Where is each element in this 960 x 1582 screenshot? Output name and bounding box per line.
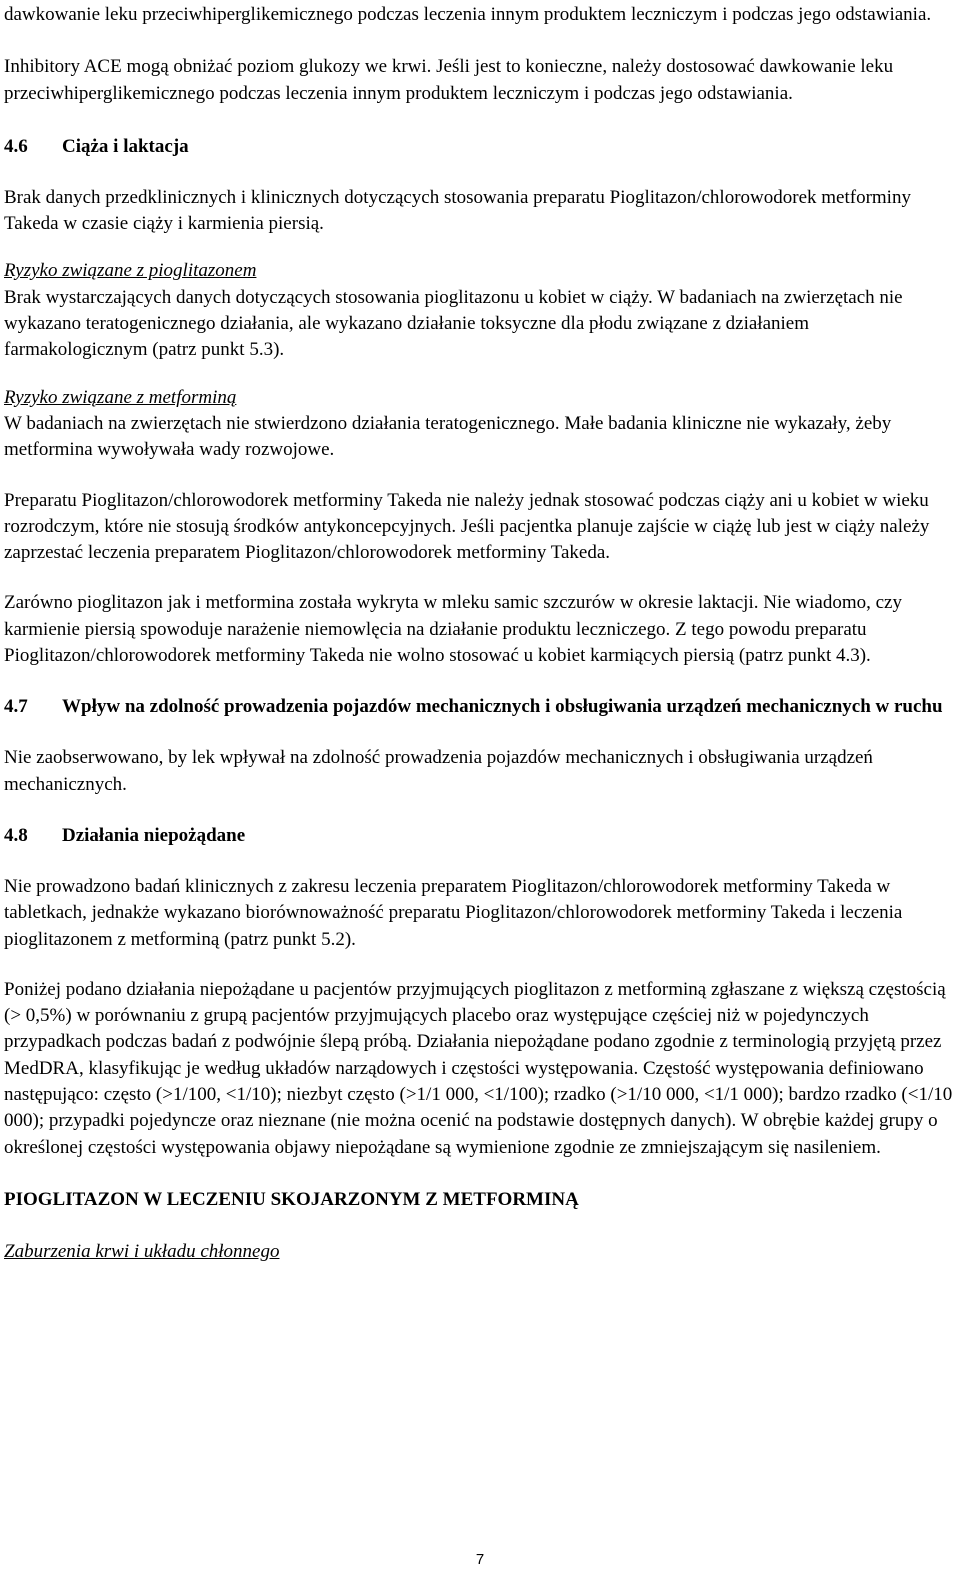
page-number: 7 xyxy=(475,1551,485,1568)
paragraph-p2: Inhibitory ACE mogą obniżać poziom glukozy we krwi. Jeśli jest to konieczne, należy dostosować dawkowanie leku przeciwhiperglikemicznego podczas leczenia innym produktem leczniczym i podczas jego odstawiania. xyxy=(4,56,894,104)
paragraph-p1: dawkowanie leku przeciwhiperglikemicznego podczas leczenia innym produktem leczniczym i podczas jego odstawiania. xyxy=(4,4,932,25)
section-4-8-heading xyxy=(4,822,954,850)
section-4-8-number: 4.8 xyxy=(4,824,28,846)
section-4-8-title: Działania niepożądane xyxy=(62,824,246,846)
risk-metformin-text: W badaniach na zwierzętach nie stwierdzono działania teratogenicznego. Małe badania kliniczne nie wykazały, żeby metformina wywoływała wady rozwojowe. xyxy=(4,412,892,461)
section-4-7-number: 4.7 xyxy=(4,696,28,718)
lactation-paragraph: Zarówno pioglitazon jak i metformina została wykryta w mleku samic szczurów w okresie laktacji. Nie wiadomo, czy karmienie piersią spowoduje narażenie niemowlęcia na działanie produktu leczniczego. Z tego powodu preparatu Pioglitazon/chlorowodorek metforminy Takeda nie wolno stosować u kobiet karmiących piersią (patrz punkt 4.3). xyxy=(4,592,902,667)
risk-metformin-heading: Ryzyko związane z metforminą xyxy=(4,386,237,408)
section-4-6-heading xyxy=(4,133,954,161)
section-4-8-text-1: Nie prowadzono badań klinicznych z zakresu leczenia preparatem Pioglitazon/chlorowodorek metforminy Takeda w tabletkach, jednakże wykazano biorównoważność preparatu Pioglitazon/chlorowodorek metforminy Takeda i leczenia pioglitazonem z metforminą (patrz punkt 5.2). xyxy=(4,875,903,950)
risk-pioglitazone-heading: Ryzyko związane z pioglitazonem xyxy=(4,260,257,282)
section-4-6-number: 4.6 xyxy=(4,135,28,157)
section-4-7-text: Nie zaobserwowano, by lek wpływał na zdolność prowadzenia pojazdów mechanicznych i obsługiwania urządzeń mechanicznych. xyxy=(4,747,873,795)
blood-disorders-heading: Zaburzenia krwi i układu chłonnego xyxy=(4,1240,280,1262)
section-4-6-intro: Brak danych przedklinicznych i klinicznych dotyczących stosowania preparatu Pioglitazon/chlorowodorek metforminy Takeda w czasie ciąży i karmienia piersią. xyxy=(4,186,911,235)
document-page xyxy=(4,0,954,1265)
section-4-6-title: Ciąża i laktacja xyxy=(62,135,189,157)
section-4-7-title: Wpływ na zdolność prowadzenia pojazdów mechanicznych i obsługiwania urządzeń mechanicznych w ruchu xyxy=(62,696,943,718)
pregnancy-paragraph: Preparatu Pioglitazon/chlorowodorek metforminy Takeda nie należy jednak stosować podczas ciąży ani u kobiet w wieku rozrodczym, które nie stosują środków antykoncepcyjnych. Jeśli pacjentka planuje zajście w ciążę lub jest w ciąży należy zaprzestać leczenia preparatem Pioglitazon/chlorowodorek metforminy Takeda. xyxy=(4,489,930,564)
combination-heading: PIOGLITAZON W LECZENIU SKOJARZONYM Z METFORMINĄ xyxy=(4,1188,579,1210)
risk-pioglitazone-text: Brak wystarczających danych dotyczących stosowania pioglitazonu u kobiet w ciąży. W badaniach na zwierzętach nie wykazano teratogenicznego działania, ale wykazano działanie toksyczne dla płodu związane z działaniem farmakologicznym (patrz punkt 5.3). xyxy=(4,286,903,361)
section-4-7-heading xyxy=(4,693,954,721)
section-4-8-text-2: Poniżej podano działania niepożądane u pacjentów przyjmujących pioglitazon z metforminą zgłaszane z większą częstością (> 0,5%) w porównaniu z grupą pacjentów przyjmujących placebo oraz występujące częściej niż w pojedynczych przypadkach podczas badań z podwójnie ślepą próbą. Działania niepożądane podano zgodnie z terminologią przyjętą przez MedDRA, klasyfikując je według układów narządowych i częstości występowania. Częstość występowania definiowano następująco: często (>1/100, <1/10); niezbyt często (>1/1 000, <1/100); rzadko (>1/10 000, <1/1 000); bardzo rzadko (<1/10 000); przypadki pojedyncze oraz nieznane (nie można ocenić na podstawie dostępnych danych). W obrębie każdej grupy o określonej częstości występowania objawy niepożądane są wymienione zgodnie ze zmniejszającym się nasileniem. xyxy=(4,978,953,1158)
